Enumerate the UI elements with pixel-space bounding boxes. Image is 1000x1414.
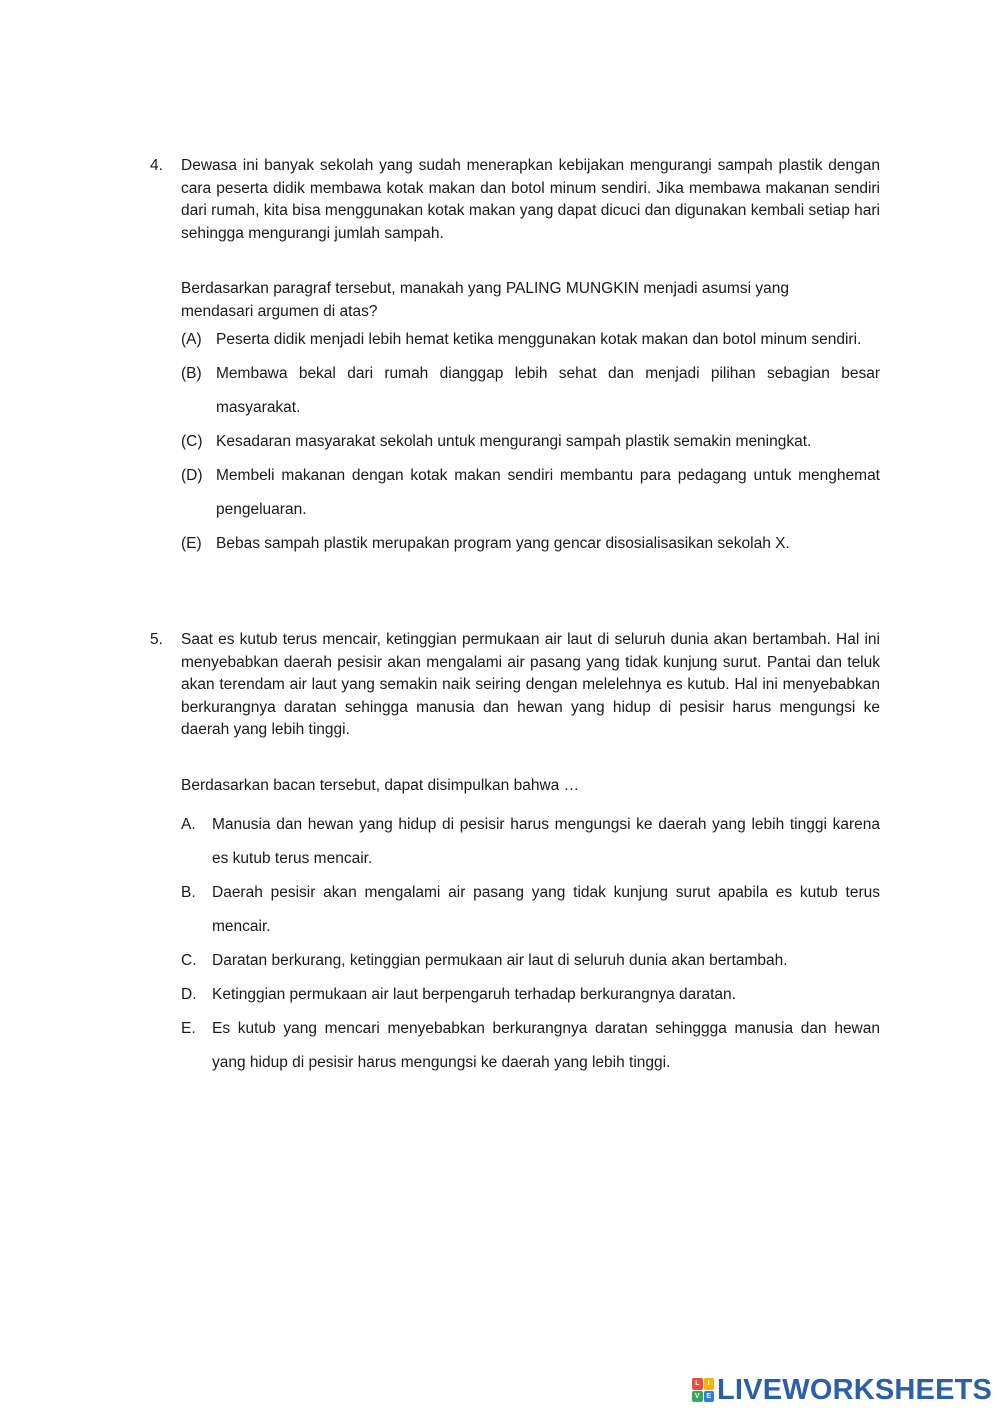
option-text: Daratan berkurang, ketinggian permukaan air laut di seluruh dunia akan bertambah. — [212, 952, 788, 969]
question-4 — [150, 155, 880, 561]
option-text: Daerah pesisir akan mengalami air pasang yang tidak kunjung surut apabila es kutub terus mencair. — [212, 884, 880, 935]
option-text: Membeli makanan dengan kotak makan sendiri membantu para pedagang untuk menghemat pengeluaran. — [216, 467, 880, 518]
option-d[interactable] — [181, 978, 880, 1012]
option-b[interactable] — [181, 357, 880, 425]
logo-tile-i: I — [704, 1378, 715, 1390]
option-label: E. — [181, 1020, 196, 1037]
question-prompt: Berdasarkan bacan tersebut, dapat disimpulkan bahwa … — [181, 776, 580, 794]
option-text: Bebas sampah plastik merupakan program yang gencar disosialisasikan sekolah X. — [216, 535, 790, 552]
question-body — [181, 155, 880, 561]
question-stem: Saat es kutub terus mencair, ketinggian permukaan air laut di seluruh dunia akan bertambah. Hal ini menyebabkan daerah pesisir akan mengalami air pasang yang tidak kunjung surut. Pantai dan teluk akan terendam air laut yang semakin naik seiring dengan melelehnya es kutub. Hal ini menyebabkan berkurangnya daratan sehingga manusia dan hewan yang hidup di pesisir harus mengungsi ke daerah yang lebih tinggi. — [181, 631, 880, 738]
logo-tile-e: E — [704, 1391, 715, 1403]
option-label: A. — [181, 816, 196, 833]
option-label: (E) — [181, 535, 202, 552]
option-b[interactable] — [181, 876, 880, 944]
option-label: (C) — [181, 433, 203, 450]
option-e[interactable] — [181, 527, 880, 561]
option-label: (A) — [181, 331, 202, 348]
option-a[interactable] — [181, 808, 880, 876]
question-number: 5. — [150, 631, 163, 648]
answer-options — [181, 808, 880, 1080]
option-c[interactable] — [181, 425, 880, 459]
option-a[interactable] — [181, 323, 880, 357]
option-d[interactable] — [181, 459, 880, 527]
option-text: Es kutub yang mencari menyebabkan berkurangnya daratan sehinggga manusia dan hewan yang hidup di pesisir harus mengungsi ke daerah yang lebih tinggi. — [212, 1020, 880, 1071]
question-stem: Dewasa ini banyak sekolah yang sudah menerapkan kebijakan mengurangi sampah plastik dengan cara peserta didik membawa kotak makan dan botol minum sendiri. Jika membawa makanan sendiri dari rumah, kita bisa menggunakan kotak makan yang dapat dicuci dan digunakan kembali setiap hari sehingga mengurangi jumlah sampah. — [181, 157, 880, 242]
option-c[interactable] — [181, 944, 880, 978]
question-number: 4. — [150, 157, 163, 174]
option-text: Ketinggian permukaan air laut berpengaruh terhadap berkurangnya daratan. — [212, 986, 736, 1003]
option-label: B. — [181, 884, 196, 901]
question-prompt: Berdasarkan paragraf tersebut, manakah yang PALING MUNGKIN menjadi asumsi yang mendasari argumen di atas? — [181, 280, 789, 320]
question-5 — [150, 629, 880, 1080]
logo-tile-l: L — [692, 1378, 703, 1390]
option-label: (B) — [181, 365, 202, 382]
option-label: D. — [181, 986, 197, 1003]
answer-options — [181, 323, 880, 561]
watermark-text: LIVEWORKSHEETS — [717, 1374, 993, 1406]
option-text: Peserta didik menjadi lebih hemat ketika menggunakan kotak makan dan botol minum sendiri. — [216, 331, 862, 348]
liveworksheets-watermark — [692, 1374, 992, 1406]
option-text: Membawa bekal dari rumah dianggap lebih sehat dan menjadi pilihan sebagian besar masyarakat. — [216, 365, 880, 416]
option-text: Kesadaran masyarakat sekolah untuk mengurangi sampah plastik semakin meningkat. — [216, 433, 812, 450]
option-e[interactable] — [181, 1012, 880, 1080]
option-text: Manusia dan hewan yang hidup di pesisir harus mengungsi ke daerah yang lebih tinggi karena es kutub terus mencair. — [212, 816, 880, 867]
logo-tile-v: V — [692, 1391, 703, 1403]
option-label: C. — [181, 952, 197, 969]
option-label: (D) — [181, 467, 203, 484]
question-body — [181, 629, 880, 1080]
liveworksheets-logo-icon — [692, 1378, 714, 1402]
